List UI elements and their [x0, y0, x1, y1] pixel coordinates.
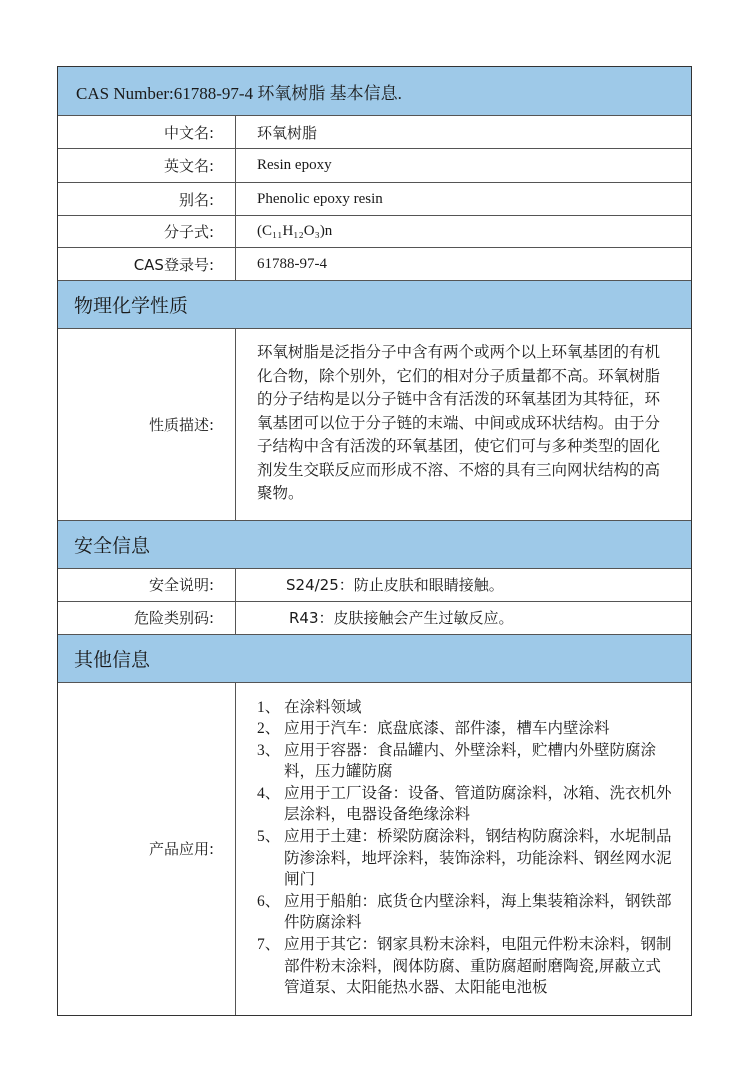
label: 英文名:	[58, 149, 236, 182]
item-number: 2、	[257, 720, 281, 738]
item-text: 应用于船舶：底货仓内壁涂料，海上集装箱涂料，钢铁部件防腐涂料	[284, 891, 672, 932]
row-cas	[58, 248, 691, 281]
item-text: 应用于土建：桥梁防腐涂料，钢结构防腐涂料，水坭制品防渗涂料，地坪涂料，装饰涂料，功能涂料、钢丝网水泥闸门	[284, 827, 672, 889]
sheet-title: CAS Number:61788-97-4 环氧树脂 基本信息.	[58, 67, 691, 116]
label: 别名:	[58, 183, 236, 215]
row-applications	[58, 683, 691, 1015]
section-safety-heading: 安全信息	[58, 521, 691, 569]
label: 中文名:	[58, 116, 236, 148]
item-number: 7、	[257, 936, 281, 954]
item-text: 应用于工厂设备：设备、管道防腐涂料，冰箱、洗衣机外层涂料，电器设备绝缘涂料	[284, 783, 672, 824]
label: CAS登录号:	[58, 248, 236, 280]
label: 分子式:	[58, 216, 236, 247]
info-sheet	[57, 66, 692, 1016]
row-risk-code	[58, 602, 691, 635]
value: S24/25：防止皮肤和眼睛接触。	[286, 576, 504, 594]
row-safety-statement	[58, 569, 691, 602]
value: Resin epoxy	[257, 157, 332, 173]
list-item	[257, 934, 673, 999]
section-other-heading: 其他信息	[58, 635, 691, 683]
list-item	[257, 826, 673, 891]
item-text: 应用于汽车：底盘底漆、部件漆，槽车内壁涂料	[284, 719, 610, 738]
applications-list	[236, 683, 691, 1015]
list-item	[257, 891, 673, 934]
label: 性质描述:	[58, 329, 236, 520]
row-property-description	[58, 329, 691, 521]
item-number: 6、	[257, 892, 281, 910]
label: 安全说明:	[58, 569, 236, 601]
item-number: 5、	[257, 828, 281, 846]
value: R43：皮肤接触会产生过敏反应。	[289, 609, 514, 627]
row-chinese-name	[58, 116, 691, 149]
list-item	[257, 740, 673, 783]
list-item	[257, 783, 673, 826]
list-item	[257, 718, 673, 740]
label: 危险类别码:	[58, 602, 236, 634]
description-text: 环氧树脂是泛指分子中含有两个或两个以上环氧基团的有机化合物，除个别外，它们的相对分子质量都不高。环氧树脂的分子结构是以分子链中含有活泼的环氧基团为其特征，环氧基团可以位于分子链的末端、中间或成环状结构。由于分子结构中含有活泼的环氧基团，使它们可与多种类型的固化剂发生交联反应而形成不溶、不熔的具有三向网状结构的高聚物。	[257, 343, 661, 502]
value: 环氧树脂	[257, 123, 318, 142]
row-english-name	[58, 149, 691, 183]
item-number: 1、	[257, 698, 281, 716]
value: (C₁₁H₁₂O₃)n	[257, 223, 333, 239]
value: 61788-97-4	[257, 255, 327, 272]
item-text: 在涂料领域	[284, 697, 362, 716]
list-item	[257, 697, 673, 719]
item-number: 4、	[257, 784, 281, 802]
item-text: 应用于容器：食品罐内、外壁涂料，贮槽内外壁防腐涂料，压力罐防腐	[284, 740, 657, 781]
section-physchem-heading: 物理化学性质	[58, 281, 691, 329]
row-formula	[58, 216, 691, 248]
label: 产品应用:	[58, 683, 236, 1015]
value: Phenolic epoxy resin	[257, 190, 383, 207]
row-alias	[58, 183, 691, 216]
item-number: 3、	[257, 741, 281, 759]
item-text: 应用于其它：钢家具粉末涂料，电阻元件粉末涂料，钢制部件粉末涂料，阀体防腐、重防腐超耐磨陶瓷,屏蔽立式管道泵、太阳能热水器、太阳能电池板	[284, 935, 672, 997]
